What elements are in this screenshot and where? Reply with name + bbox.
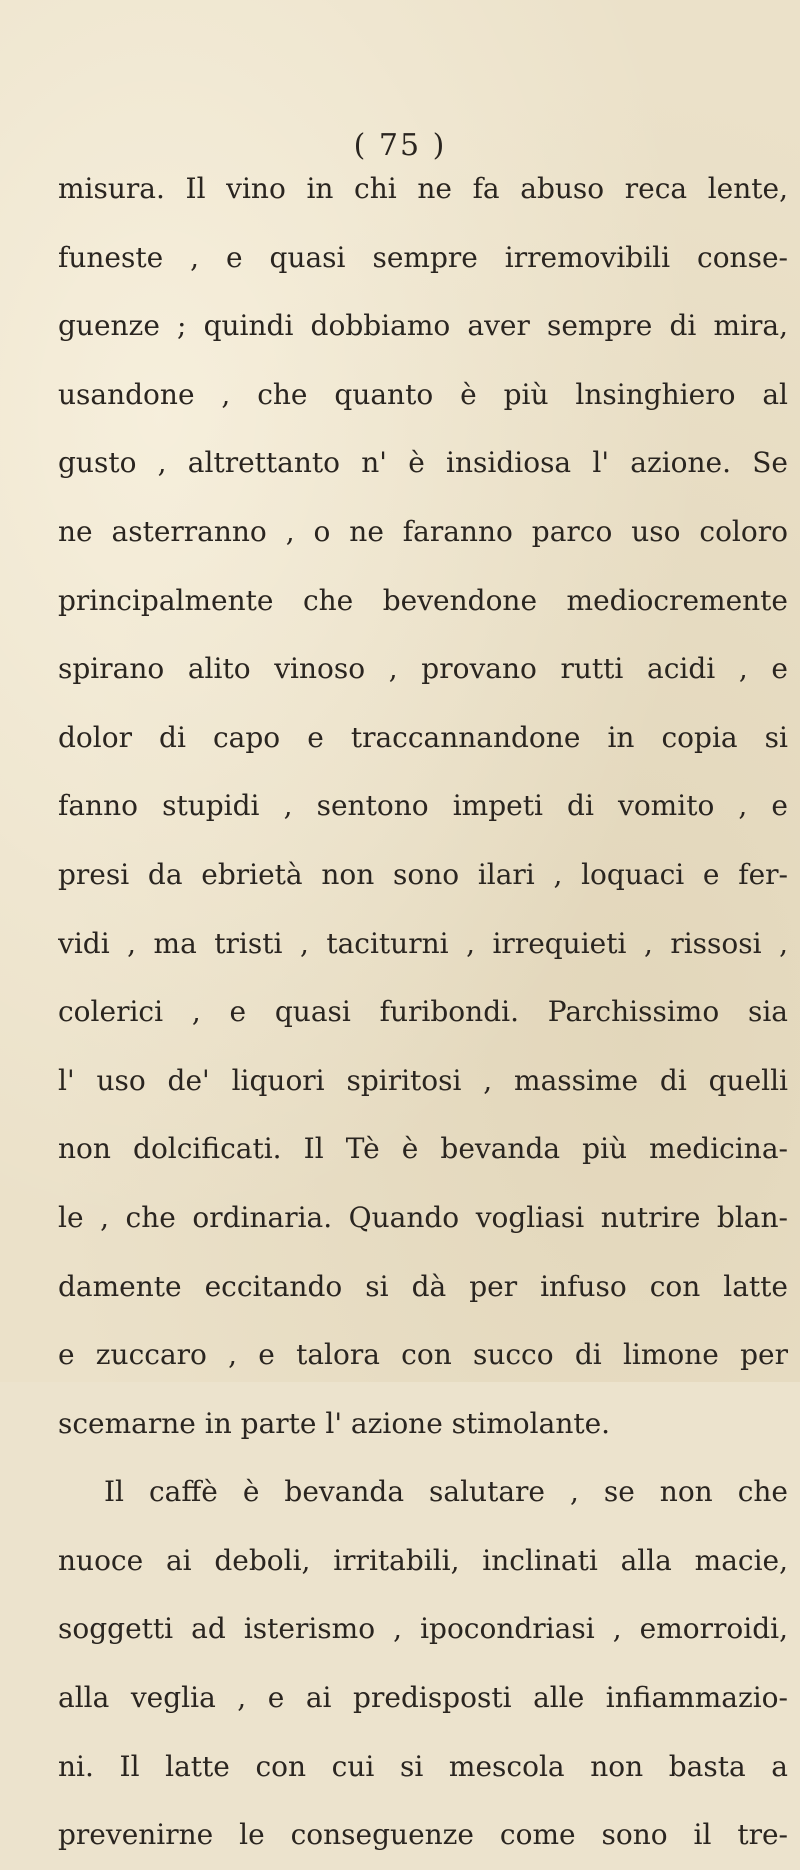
text-line: le , che ordinaria. Quando vogliasi nutrire blan- xyxy=(58,1200,788,1234)
text-line: Il caffè è bevanda salutare , se non che xyxy=(104,1475,788,1509)
text-line: fanno stupidi , sentono impeti di vomito , e xyxy=(58,789,788,823)
text-line: e zuccaro , e talora con succo di limone per xyxy=(58,1338,788,1372)
text-line: vidi , ma tristi , taciturni , irrequieti , rissosi , xyxy=(58,926,788,960)
text-line: alla veglia , e ai predisposti alle infiammazio- xyxy=(58,1681,788,1715)
text-line: nuoce ai deboli, irritabili, inclinati alla macie, xyxy=(58,1543,788,1577)
body-text xyxy=(58,155,788,1870)
text-line: ne asterranno , o ne faranno parco uso coloro xyxy=(58,514,788,548)
text-line: scemarne in parte l' azione stimolante. xyxy=(58,1406,611,1440)
text-line: damente eccitando si dà per infuso con latte xyxy=(58,1269,788,1303)
text-line: usandone , che quanto è più lnsinghiero al xyxy=(58,377,788,411)
text-line: dolor di capo e traccannandone in copia si xyxy=(58,720,788,754)
text-line: prevenirne le conseguenze come sono il tre- xyxy=(58,1818,788,1852)
text-line: non dolcificati. Il Tè è bevanda più medicina- xyxy=(58,1132,788,1166)
text-line: ni. Il latte con cui si mescola non basta a xyxy=(58,1749,788,1783)
text-line: guenze ; quindi dobbiamo aver sempre di mira, xyxy=(58,309,788,343)
page-number: ( 75 ) xyxy=(353,128,447,163)
text-line: spirano alito vinoso , provano rutti acidi , e xyxy=(58,652,788,686)
text-line: soggetti ad isterismo , ipocondriasi , emorroidi, xyxy=(58,1612,788,1646)
text-line: colerici , e quasi furibondi. Parchissimo sia xyxy=(58,995,788,1029)
text-line: principalmente che bevendone mediocremente xyxy=(58,583,788,617)
text-line: gusto , altrettanto n' è insidiosa l' azione. Se xyxy=(58,446,788,480)
text-line: funeste , e quasi sempre irremovibili conse- xyxy=(58,240,788,274)
text-line: presi da ebrietà non sono ilari , loquaci e fer- xyxy=(58,857,788,891)
text-line: l' uso de' liquori spiritosi , massime di quelli xyxy=(58,1063,788,1097)
text-line: misura. Il vino in chi ne fa abuso reca lente, xyxy=(58,172,788,205)
